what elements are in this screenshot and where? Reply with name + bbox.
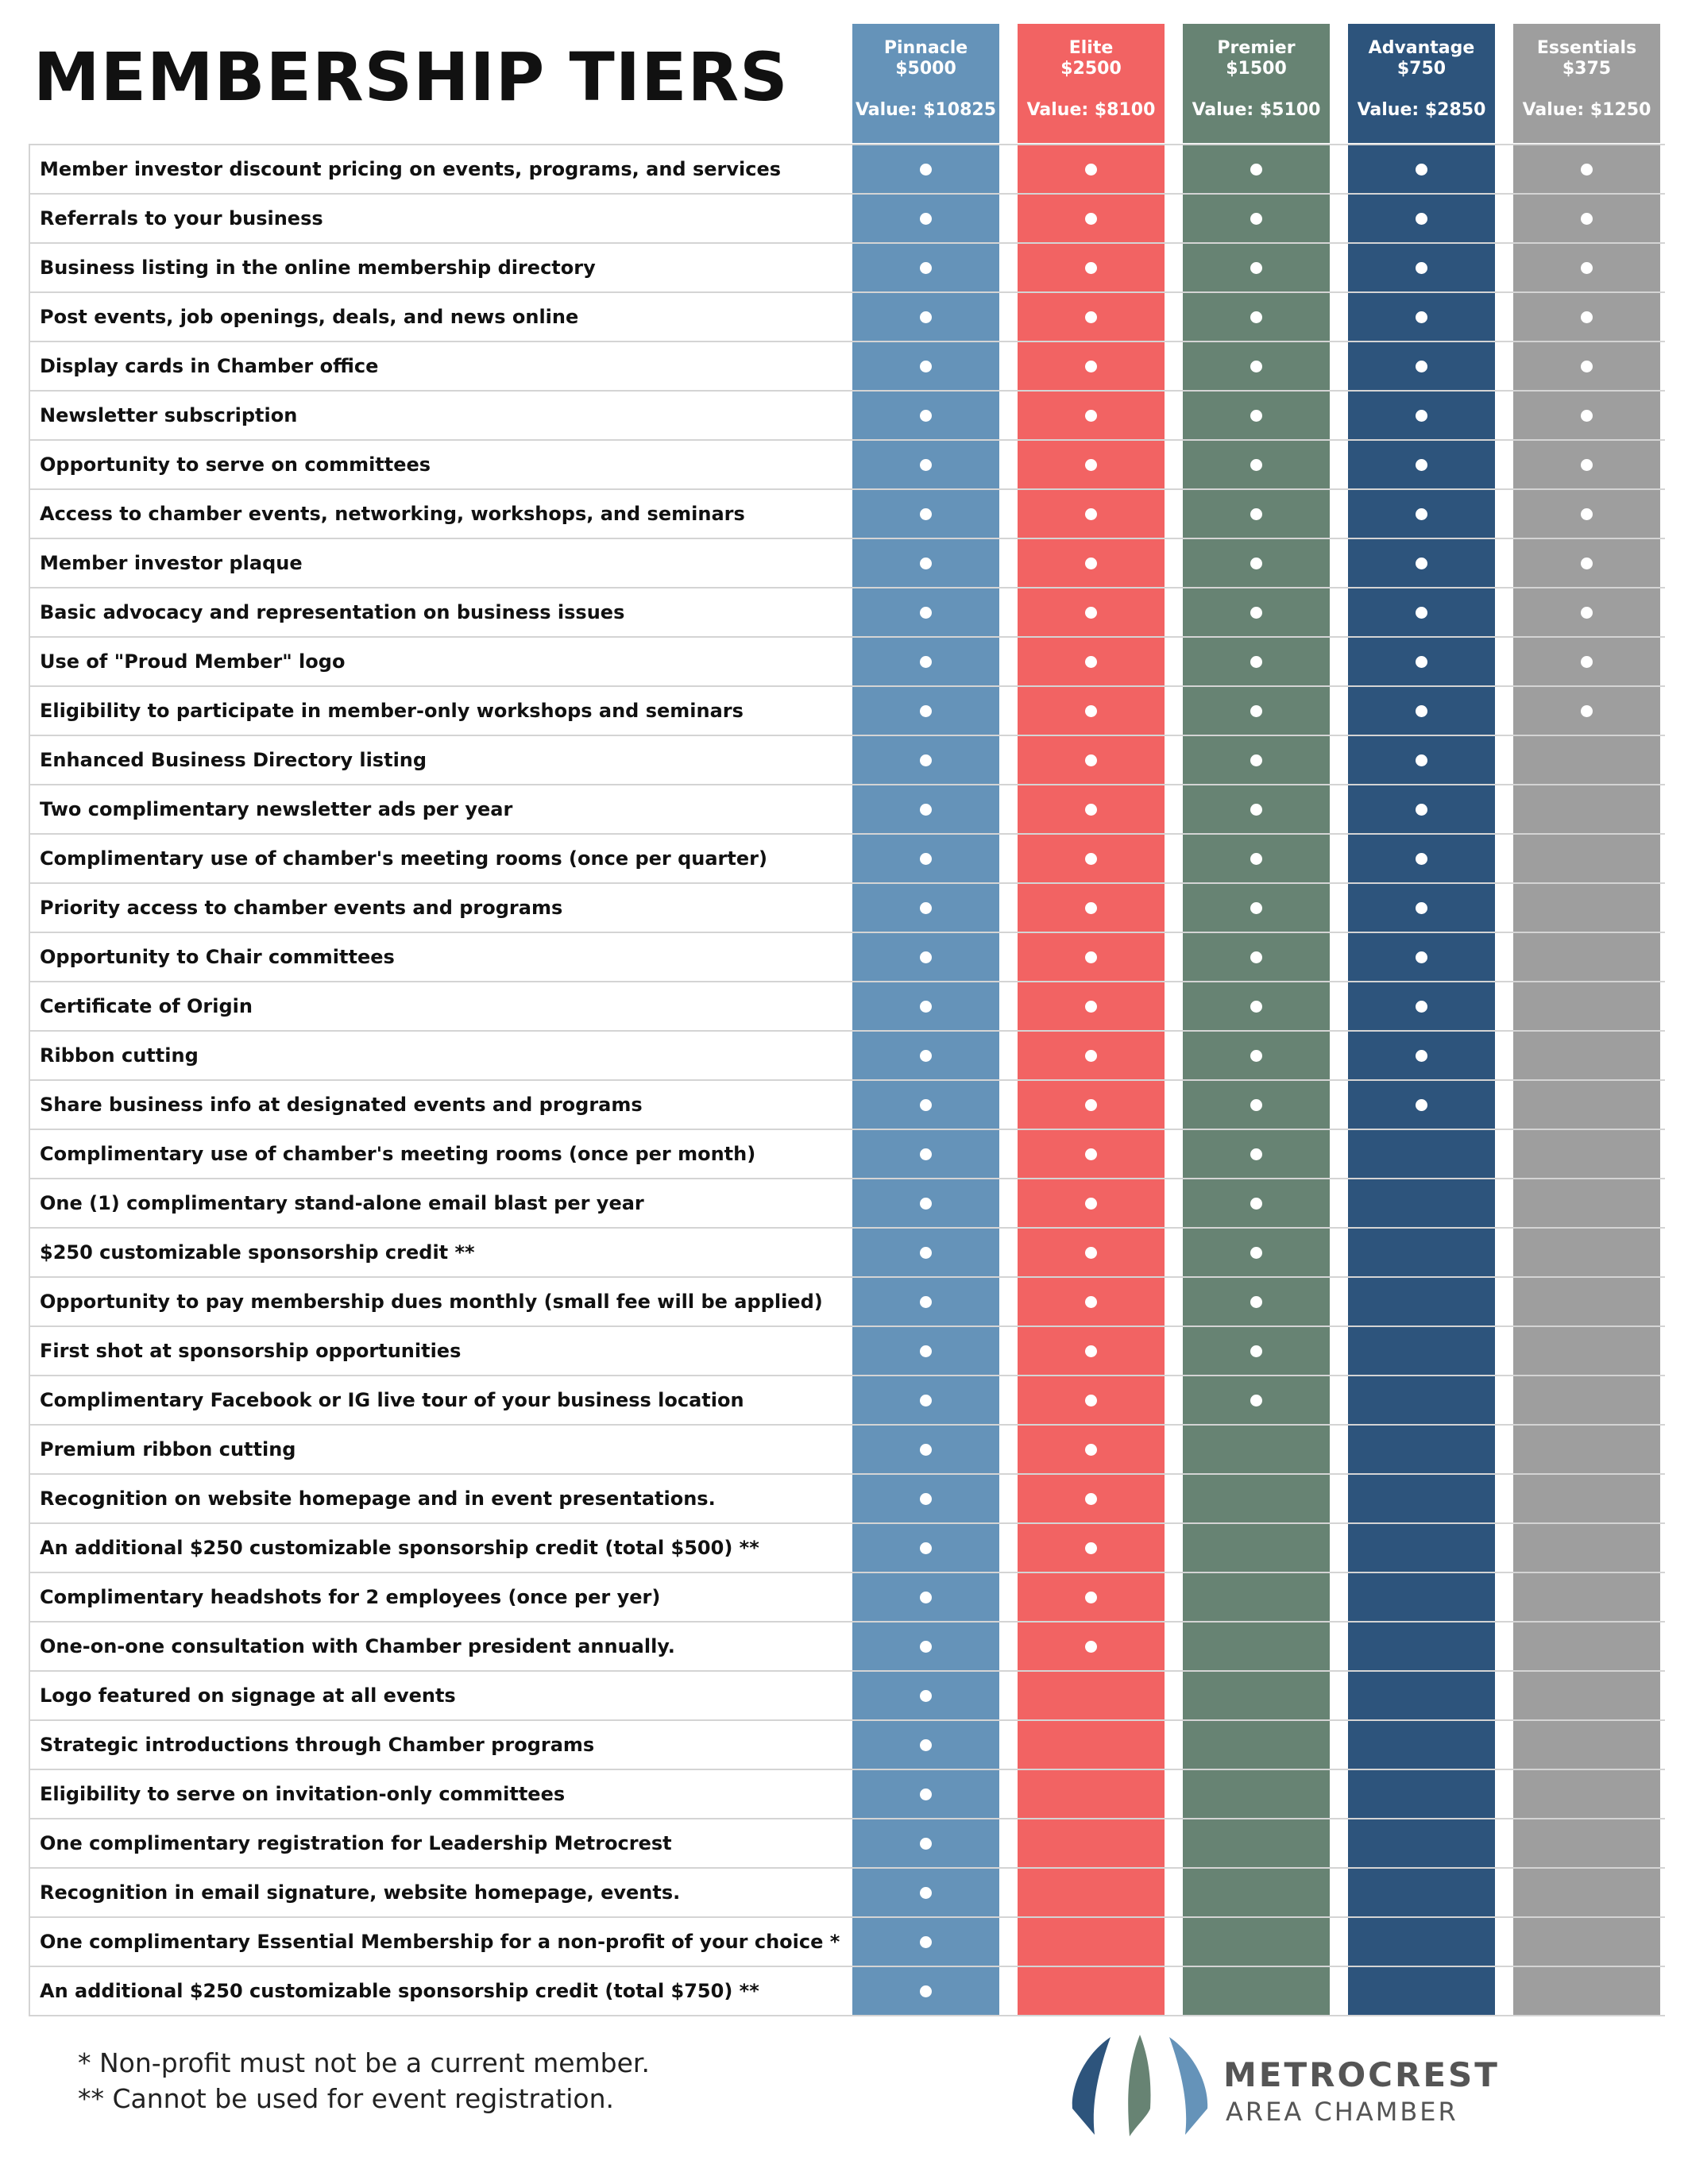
benefit-row xyxy=(30,490,1665,539)
benefit-row xyxy=(30,1721,1665,1770)
benefit-label: Logo featured on signage at all events xyxy=(40,1684,456,1707)
benefit-row xyxy=(30,1672,1665,1721)
benefit-row xyxy=(30,588,1665,638)
benefit-row xyxy=(30,1081,1665,1130)
benefit-row xyxy=(30,638,1665,687)
benefit-row xyxy=(30,933,1665,982)
benefit-label: First shot at sponsorship opportunities xyxy=(40,1340,462,1362)
benefit-row xyxy=(30,1327,1665,1376)
benefit-label: Member investor plaque xyxy=(40,552,303,574)
tier-price: $375 xyxy=(1562,59,1612,79)
logo-text-line2: AREA CHAMBER xyxy=(1226,2097,1458,2127)
benefit-row xyxy=(30,835,1665,884)
benefit-row xyxy=(30,1376,1665,1426)
benefit-row xyxy=(30,293,1665,342)
benefit-label: Recognition on website homepage and in event presentations. xyxy=(40,1488,716,1510)
metrocrest-logo xyxy=(1064,2033,1500,2144)
tier-price: $1500 xyxy=(1226,59,1287,79)
tier-value: Value: $2850 xyxy=(1357,100,1486,120)
tier-name: Pinnacle xyxy=(883,38,968,58)
benefit-label: Use of "Proud Member" logo xyxy=(40,650,346,673)
benefit-row xyxy=(30,342,1665,392)
benefit-row xyxy=(30,1032,1665,1081)
benefit-row xyxy=(30,1475,1665,1524)
logo-text-line1: METROCREST xyxy=(1223,2055,1500,2094)
benefit-label: Opportunity to Chair committees xyxy=(40,946,395,968)
benefit-label: Recognition in email signature, website homepage, events. xyxy=(40,1881,681,1904)
benefit-label: Referrals to your business xyxy=(40,207,323,230)
benefit-row xyxy=(30,1179,1665,1229)
benefit-label: Complimentary Facebook or IG live tour of your business location xyxy=(40,1389,744,1411)
benefit-label: Share business info at designated events and programs xyxy=(40,1094,643,1116)
tier-header xyxy=(852,24,999,143)
tier-value: Value: $1250 xyxy=(1522,100,1651,120)
benefit-label: Enhanced Business Directory listing xyxy=(40,749,427,771)
benefits-table xyxy=(29,144,1665,2016)
benefit-row xyxy=(30,785,1665,835)
benefit-label: Opportunity to serve on committees xyxy=(40,453,431,476)
benefit-label: One complimentary registration for Leadership Metrocrest xyxy=(40,1832,672,1854)
benefit-label: Eligibility to participate in member-only workshops and seminars xyxy=(40,700,744,722)
benefit-label: Certificate of Origin xyxy=(40,995,253,1017)
tier-price: $5000 xyxy=(895,59,956,79)
benefit-row xyxy=(30,982,1665,1032)
footnote-2: ** Cannot be used for event registration. xyxy=(78,2083,615,2114)
benefit-row xyxy=(30,736,1665,785)
benefit-label: One (1) complimentary stand-alone email blast per year xyxy=(40,1192,644,1214)
benefit-row xyxy=(30,1130,1665,1179)
tier-header xyxy=(1348,24,1495,143)
benefit-row xyxy=(30,1967,1665,2016)
tier-name: Essentials xyxy=(1536,38,1637,58)
tier-header xyxy=(1513,24,1660,143)
benefit-label: Business listing in the online membership directory xyxy=(40,257,596,279)
benefit-row xyxy=(30,244,1665,293)
benefit-label: An additional $250 customizable sponsorship credit (total $500) ** xyxy=(40,1537,759,1559)
benefit-row xyxy=(30,392,1665,441)
benefit-label: Basic advocacy and representation on business issues xyxy=(40,601,625,623)
benefit-row xyxy=(30,1573,1665,1623)
benefit-label: Priority access to chamber events and programs xyxy=(40,897,563,919)
tier-name: Advantage xyxy=(1368,38,1475,58)
tier-name: Premier xyxy=(1217,38,1296,58)
benefit-label: Newsletter subscription xyxy=(40,404,298,426)
tier-header xyxy=(1018,24,1165,143)
benefit-label: An additional $250 customizable sponsorship credit (total $750) ** xyxy=(40,1980,759,2002)
benefit-label: Post events, job openings, deals, and news online xyxy=(40,306,579,328)
page-title: MEMBERSHIP TIERS xyxy=(33,38,789,116)
tier-value: Value: $8100 xyxy=(1026,100,1156,120)
benefit-label: Complimentary headshots for 2 employees (once per yer) xyxy=(40,1586,661,1608)
benefit-row xyxy=(30,687,1665,736)
benefit-label: One complimentary Essential Membership for a non-profit of your choice * xyxy=(40,1931,840,1953)
benefit-row xyxy=(30,1770,1665,1819)
tier-price: $750 xyxy=(1396,59,1447,79)
benefit-row xyxy=(30,1278,1665,1327)
tier-name: Elite xyxy=(1068,38,1114,58)
tier-price: $2500 xyxy=(1060,59,1122,79)
benefit-row xyxy=(30,1918,1665,1967)
tier-header xyxy=(1183,24,1330,143)
tier-value: Value: $5100 xyxy=(1192,100,1321,120)
benefit-row xyxy=(30,1229,1665,1278)
benefit-row xyxy=(30,1426,1665,1475)
tier-value: Value: $10825 xyxy=(855,100,997,120)
benefit-label: Ribbon cutting xyxy=(40,1044,199,1067)
logo-mark-icon xyxy=(1064,2033,1215,2144)
benefit-label: Strategic introductions through Chamber programs xyxy=(40,1734,595,1756)
benefit-row xyxy=(30,1869,1665,1918)
benefit-row xyxy=(30,884,1665,933)
benefit-row xyxy=(30,195,1665,244)
benefit-label: Access to chamber events, networking, workshops, and seminars xyxy=(40,503,745,525)
benefit-row xyxy=(30,145,1665,195)
benefit-label: Premium ribbon cutting xyxy=(40,1438,296,1461)
benefit-label: One-on-one consultation with Chamber president annually. xyxy=(40,1635,675,1657)
benefit-row xyxy=(30,441,1665,490)
benefit-label: Two complimentary newsletter ads per year xyxy=(40,798,513,820)
benefit-label: $250 customizable sponsorship credit ** xyxy=(40,1241,475,1264)
benefit-row xyxy=(30,1623,1665,1672)
benefit-label: Complimentary use of chamber's meeting rooms (once per quarter) xyxy=(40,847,767,870)
benefit-label: Eligibility to serve on invitation-only committees xyxy=(40,1783,566,1805)
benefit-row xyxy=(30,539,1665,588)
benefit-row xyxy=(30,1819,1665,1869)
benefit-label: Display cards in Chamber office xyxy=(40,355,379,377)
benefit-label: Opportunity to pay membership dues monthly (small fee will be applied) xyxy=(40,1291,823,1313)
footnotes xyxy=(78,2045,650,2116)
footnote-1: * Non-profit must not be a current member. xyxy=(78,2047,650,2078)
benefit-label: Member investor discount pricing on events, programs, and services xyxy=(40,158,782,180)
benefit-row xyxy=(30,1524,1665,1573)
benefit-label: Complimentary use of chamber's meeting rooms (once per month) xyxy=(40,1143,756,1165)
